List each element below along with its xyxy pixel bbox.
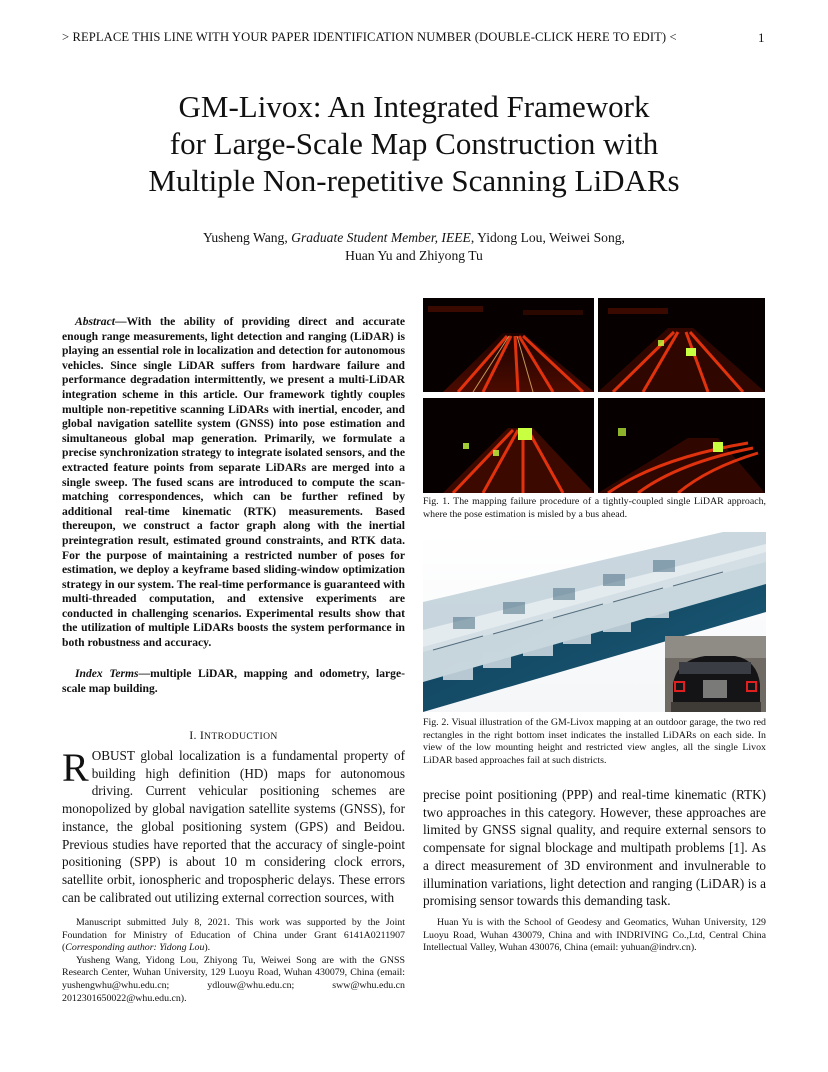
figure1-panel-3 [423, 398, 594, 493]
footnote-affiliation-1: Yusheng Wang, Yidong Lou, Zhiyong Tu, Weiwei Song are with the GNSS Research Center, Wuhan University, 129 Luoyu Road, Wuhan 430079, China (email: yushengwhu@whu.edu.cn; ydlouw@whu.edu.cn; sww@whu.edu.cn 2012301650022@whu.edu.cn). [62, 954, 405, 1004]
figure1-caption: Fig. 1. The mapping failure procedure of a tightly-coupled single LiDAR approach, where the pose estimation is misled by a bus ahead. [423, 496, 766, 520]
index-terms-text: —multiple LiDAR, mapping and odometry, large-scale map building. [62, 667, 405, 695]
intro-left-text: OBUST global localization is a fundamental property of building high definition (HD) maps for autonomous driving. Current vehicular positioning schemes are monopolized by global navigation satellite systems (GNSS), for instance, the global positioning system (GPS) and Beidou. Previous studies have reported that the accuracy of single-point positioning (SPP) is about 10 m considering clock errors, satellite orbit, ionospheric and tropospheric delays. These errors can be calibrated out utilizing external correction sources, with [62, 748, 405, 905]
section-heading-introduction [62, 728, 405, 743]
section-title-smallcaps: NTRODUCTION [204, 731, 278, 742]
lidar-scan-image [423, 298, 594, 392]
car-photo [665, 636, 766, 712]
footnote-affiliation-2: Huan Yu is with the School of Geodesy and Geomatics, Wuhan University, 129 Luoyu Road, Wuhan 430079, China and with INDRIVING Co.,Ltd, Central China Intellectual Valley, Wuhan 430076, China (email: yuhuan@indrv.cn). [423, 917, 766, 954]
figure1-panel-4 [598, 398, 765, 493]
abstract-label: Abstract [75, 315, 115, 328]
author-rest: , Yidong Lou, Weiwei Song, [470, 230, 625, 245]
footnote-manuscript-text: Manuscript submitted July 8, 2021. This work was supported by the Joint Foundation for Ministry of Education of China under Grant 6141A0211907 ( [62, 917, 405, 954]
abstract [62, 315, 405, 651]
section-numeral: I. I [189, 728, 205, 742]
title-line-1: GM-Livox: An Integrated Framework [178, 89, 650, 124]
page-number: 1 [758, 30, 765, 45]
running-head: > REPLACE THIS LINE WITH YOUR PAPER IDENTIFICATION NUMBER (DOUBLE-CLICK HERE TO EDIT) < [62, 30, 677, 44]
title-line-3: Multiple Non-repetitive Scanning LiDARs [148, 163, 680, 198]
footnote-corresponding-author: Corresponding author: Yidong Lou [65, 942, 205, 954]
author-list [60, 229, 768, 265]
index-terms-label: Index Terms [75, 667, 139, 680]
title-line-2: for Large-Scale Map Construction with [169, 126, 659, 161]
author-membership: Graduate Student Member, IEEE [291, 230, 471, 245]
lidar-scan-image [598, 398, 765, 493]
figure2-caption: Fig. 2. Visual illustration of the GM-Livox mapping at an outdoor garage, the two red rectangles in the right bottom inset indicates the installed LiDARs on each side. In view of the low mounting height and restricted view angles, all the single Livox LiDAR based approaches fail at such districts. [423, 717, 766, 766]
footnote-manuscript [62, 917, 405, 955]
lidar-scan-image [598, 298, 765, 392]
intro-paragraph-right: precise point positioning (PPP) and real-time kinematic (RTK) two approaches in this category. However, these approaches are limited by GNSS signal quality, and require external sensors to compensate for signal blockage and multipath problems [1]. As a direct measurement of 3D environment and invulnerable to illumination variations, light detection and ranging (LiDAR) is a promising sensor towards this demanding task. [423, 787, 766, 909]
abstract-text: —With the ability of providing direct and accurate enough range measurements, light detection and ranging (LiDAR) is playing an essential role in localization and detection for autonomous vehicles. Since single LiDAR suffers from hardware failure and performance degradation intermittently, we present a multi-LiDAR integration scheme in this article. Our framework tightly couples multiple non-repetitive scanning LiDARs with inertial, encoder, and global navigation satellite system (GNSS) into pose estimation and simultaneous global map generation. Primarily, we formulate a precise synchronization strategy to integrate isolated sensors, and the extracted feature points from separate LiDARs are merged into a single sweep. The fused scans are introduced to compute the scan-matching correspondences, which can be further refined by additional real-time kinematic (RTK) measurements. Based thereupon, we construct a factor graph along with the inertial preintegration result, estimated ground constraints, and RTK data. For the purpose of maintaining a restricted number of poses for estimation, we deploy a keyframe based sliding-window optimization strategy in our system. The real-time performance is guaranteed with multi-threaded computation, and extensive experiments are conducted in challenging scenarios. Experimental results show that the utilization of multiple LiDARs boosts the system performance in both robustness and accuracy. [62, 315, 405, 650]
figure1-panel-1 [423, 298, 594, 392]
index-terms [62, 667, 405, 696]
author-line-2: Huan Yu and Zhiyong Tu [345, 248, 483, 263]
paper-title [60, 88, 768, 199]
lidar-scan-image [423, 398, 594, 493]
author-line-1 [60, 229, 768, 247]
author-first: Yusheng Wang, [203, 230, 292, 245]
drop-cap: R [62, 745, 89, 790]
footnote-manuscript-end: ). [204, 942, 211, 954]
figure1-panel-2 [598, 298, 765, 392]
footnote-left [62, 917, 405, 1005]
intro-paragraph-left [62, 747, 405, 906]
vehicle-photo-inset [665, 636, 766, 712]
figure2-image [423, 532, 766, 712]
